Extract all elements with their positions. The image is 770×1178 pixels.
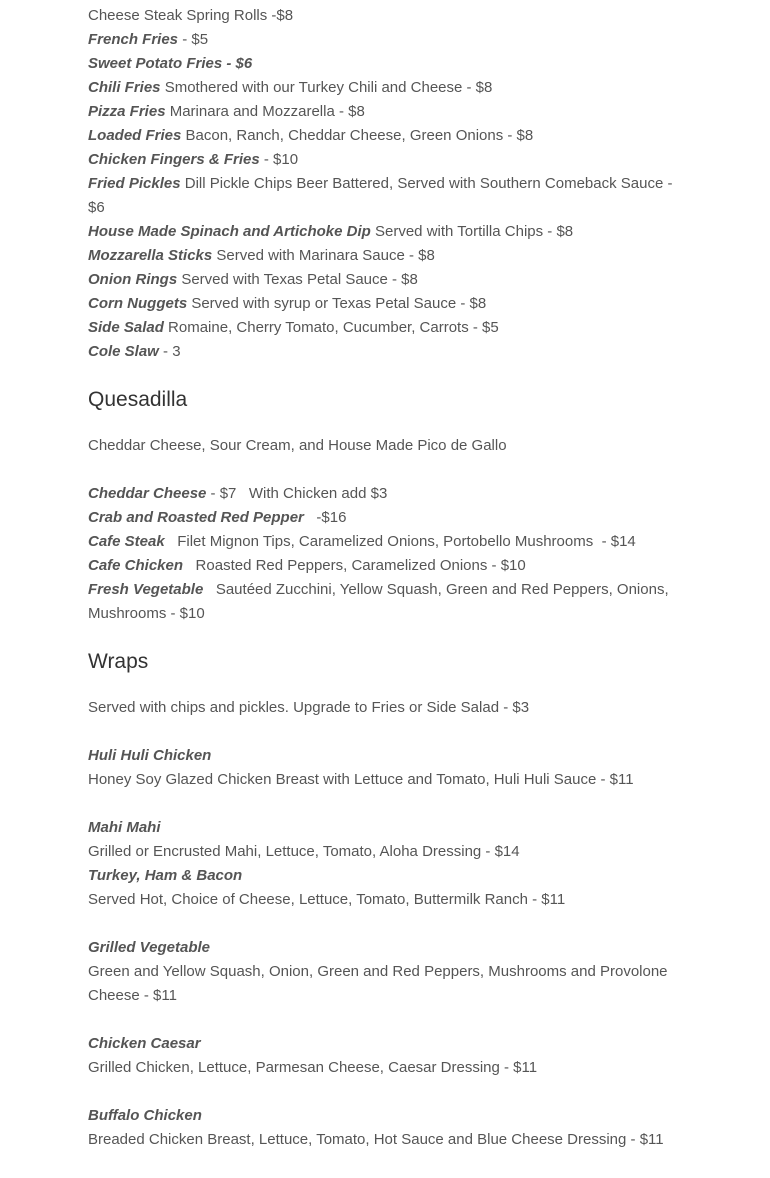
item-name: Mozzarella Sticks [88, 247, 213, 264]
item-description: Bacon, Ranch, Cheddar Cheese, Green Onions - $8 [181, 127, 534, 144]
wraps-list [88, 744, 688, 1152]
item-name: Huli Huli Chicken [88, 747, 212, 764]
list-item [88, 172, 688, 220]
list-item [88, 268, 688, 292]
list-item [88, 244, 688, 268]
item-description: - $10 [259, 151, 299, 168]
item-name: Turkey, Ham & Bacon [88, 867, 243, 884]
item-description: Roasted Red Peppers, Caramelized Onions - $10 [183, 557, 526, 574]
item-name: Chicken Caesar [88, 1035, 201, 1052]
item-description: Breaded Chicken Breast, Lettuce, Tomato, Hot Sauce and Blue Cheese Dressing - $11 [88, 1131, 664, 1148]
list-item [88, 292, 688, 316]
item-description: Filet Mignon Tips, Caramelized Onions, Portobello Mushrooms - $14 [164, 533, 636, 550]
list-item [88, 28, 688, 52]
list-item [88, 340, 688, 364]
item-description: Honey Soy Glazed Chicken Breast with Lettuce and Tomato, Huli Huli Sauce - $11 [88, 771, 634, 788]
item-name: Cafe Chicken [88, 557, 184, 574]
item-name: Chili Fries [88, 79, 161, 96]
item-name: Cole Slaw [88, 343, 159, 360]
item-description: - $7 With Chicken add $3 [206, 485, 388, 502]
list-item [88, 744, 688, 792]
item-description: Served with Marinara Sauce - $8 [212, 247, 435, 264]
list-item [88, 52, 688, 76]
list-item [88, 76, 688, 100]
item-name: Crab and Roasted Red Pepper [88, 509, 304, 526]
quesadilla-list [88, 482, 688, 626]
item-description: Grilled Chicken, Lettuce, Parmesan Cheese, Caesar Dressing - $11 [88, 1059, 538, 1076]
item-description: Dill Pickle Chips Beer Battered, Served with Southern Comeback Sauce - $6 [88, 175, 673, 216]
list-item [88, 1104, 688, 1152]
item-description: Sautéed Zucchini, Yellow Squash, Green and Red Peppers, Onions, Mushrooms - $10 [88, 581, 673, 622]
item-description: Cheese Steak Spring Rolls -$8 [88, 7, 294, 24]
item-description: Served with Texas Petal Sauce - $8 [177, 271, 418, 288]
list-item [88, 530, 688, 554]
item-name: Cheddar Cheese [88, 485, 207, 502]
item-name: Grilled Vegetable [88, 939, 210, 956]
item-name: French Fries [88, 31, 179, 48]
item-name: Buffalo Chicken [88, 1107, 202, 1124]
list-item [88, 148, 688, 172]
item-description: Served Hot, Choice of Cheese, Lettuce, Tomato, Buttermilk Ranch - $11 [88, 891, 566, 908]
item-name: Mahi Mahi [88, 819, 161, 836]
list-item [88, 578, 688, 626]
item-name: House Made Spinach and Artichoke Dip [88, 223, 371, 240]
item-description: Romaine, Cherry Tomato, Cucumber, Carrots - $5 [163, 319, 499, 336]
section-heading-quesadilla: Quesadilla [88, 388, 188, 411]
item-description: Green and Yellow Squash, Onion, Green and Red Peppers, Mushrooms and Provolone Cheese - $11 [88, 963, 668, 1004]
list-item [88, 220, 688, 244]
item-name: Chicken Fingers & Fries [88, 151, 260, 168]
item-name: Side Salad [88, 319, 164, 336]
list-item [88, 100, 688, 124]
item-description: - 3 [158, 343, 181, 360]
list-item [88, 816, 688, 864]
item-description: Served with Tortilla Chips - $8 [370, 223, 574, 240]
item-name: Fresh Vegetable [88, 581, 204, 598]
section-intro: Served with chips and pickles. Upgrade to Fries or Side Salad - $3 [88, 699, 530, 716]
item-name: Onion Rings [88, 271, 178, 288]
list-item [88, 482, 688, 506]
item-name: Sweet Potato Fries - $6 [88, 55, 253, 72]
list-item [88, 864, 688, 912]
item-name: Fried Pickles [88, 175, 181, 192]
menu-content [88, 4, 688, 1152]
item-description: -$16 [303, 509, 347, 526]
list-item [88, 4, 688, 28]
list-item [88, 506, 688, 530]
item-description: Grilled or Encrusted Mahi, Lettuce, Tomato, Aloha Dressing - $14 [88, 843, 520, 860]
list-item [88, 554, 688, 578]
appetizers-list [88, 4, 688, 364]
list-item [88, 936, 688, 1008]
list-item [88, 1032, 688, 1080]
item-name: Pizza Fries [88, 103, 166, 120]
item-name: Loaded Fries [88, 127, 182, 144]
item-name: Cafe Steak [88, 533, 165, 550]
list-item [88, 316, 688, 340]
item-description: - $5 [178, 31, 209, 48]
item-name: Corn Nuggets [88, 295, 188, 312]
list-item [88, 124, 688, 148]
item-description: Marinara and Mozzarella - $8 [165, 103, 365, 120]
section-heading-wraps: Wraps [88, 650, 149, 673]
item-description: Served with syrup or Texas Petal Sauce - $8 [187, 295, 487, 312]
item-description: Smothered with our Turkey Chili and Cheese - $8 [160, 79, 493, 96]
section-intro: Cheddar Cheese, Sour Cream, and House Made Pico de Gallo [88, 437, 507, 454]
